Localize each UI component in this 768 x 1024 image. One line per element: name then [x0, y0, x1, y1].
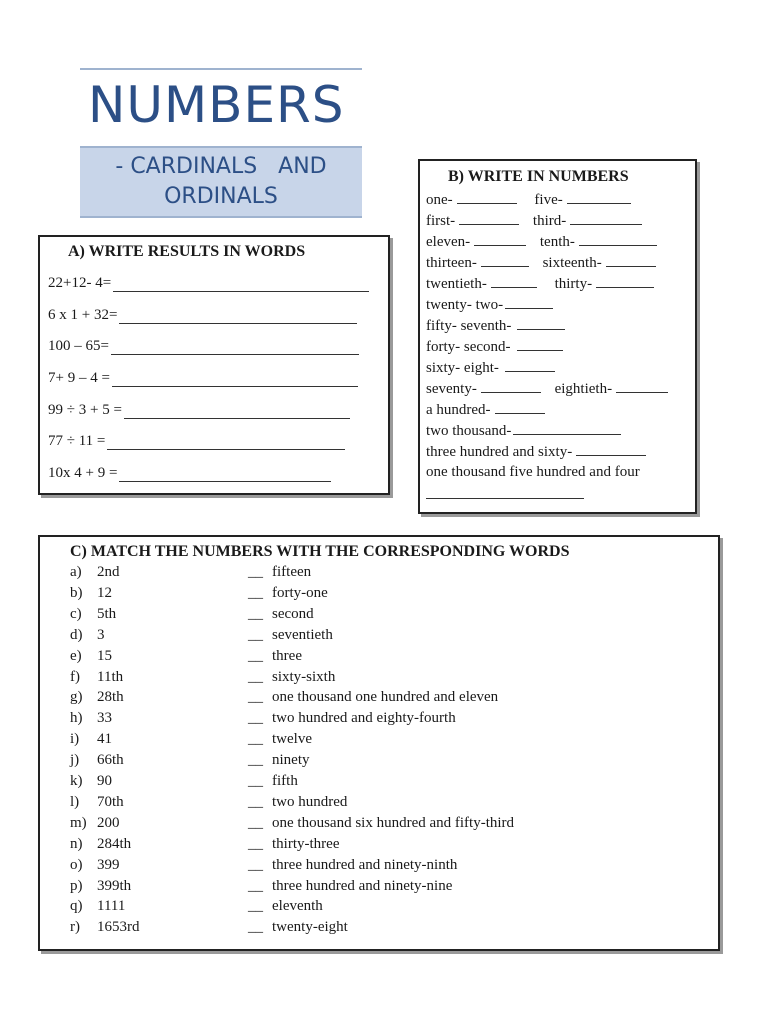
- word-prompt: first-: [426, 213, 456, 229]
- exercise-a-row: [48, 465, 331, 482]
- answer-blank[interactable]: [426, 486, 584, 499]
- answer-blank[interactable]: [495, 401, 545, 414]
- match-answer-blank[interactable]: __: [248, 856, 263, 873]
- match-letter: i): [70, 731, 80, 748]
- match-letter: l): [70, 793, 80, 810]
- match-number: 12: [97, 584, 112, 601]
- answer-blank[interactable]: [457, 191, 517, 204]
- match-letter: k): [70, 773, 83, 789]
- match-row: [40, 689, 718, 709]
- match-row: [40, 710, 718, 730]
- match-word: twenty-eight: [272, 919, 348, 936]
- exercise-b-line: [426, 212, 642, 230]
- match-number: 33: [97, 710, 112, 727]
- answer-blank[interactable]: [513, 422, 621, 435]
- word-prompt: thirteen-: [426, 255, 477, 271]
- match-row: [40, 669, 718, 689]
- answer-blank[interactable]: [517, 338, 563, 351]
- exercise-b-line: [426, 254, 656, 272]
- match-answer-blank[interactable]: __: [248, 752, 263, 769]
- answer-blank[interactable]: [596, 275, 654, 288]
- match-word: one thousand six hundred and fifty-third: [272, 814, 515, 831]
- match-word: seventieth: [272, 626, 333, 643]
- match-letter: q): [70, 898, 83, 915]
- exercise-b-line: [426, 233, 657, 251]
- match-number: 399th: [97, 877, 132, 894]
- exercise-a-expression: 99 ÷ 3 + 5 =: [48, 402, 122, 418]
- match-letter: h): [70, 710, 83, 727]
- word-prompt: forty- second-: [426, 339, 511, 355]
- answer-blank[interactable]: [459, 212, 519, 225]
- match-number: 11th: [97, 668, 124, 685]
- match-word: two hundred and eighty-fourth: [272, 710, 456, 727]
- match-answer-blank[interactable]: __: [248, 647, 263, 664]
- subtitle-line-2: ORDINALS: [164, 184, 278, 209]
- exercise-a-expression: 10x 4 + 9 =: [48, 465, 118, 481]
- exercise-b-line: [426, 191, 631, 209]
- exercise-a-expression: 77 ÷ 11 =: [48, 433, 106, 449]
- word-prompt: eleven-: [426, 234, 471, 250]
- match-word: sixty-sixth: [272, 668, 336, 685]
- answer-blank[interactable]: [579, 233, 657, 246]
- match-letter: o): [70, 856, 83, 873]
- match-letter: p): [70, 877, 83, 894]
- word-prompt: eightieth-: [554, 381, 613, 397]
- answer-blank[interactable]: [505, 359, 555, 372]
- match-word: twelve: [272, 731, 312, 748]
- match-row: [40, 752, 718, 772]
- exercise-b-line: [426, 422, 621, 440]
- answer-blank[interactable]: [107, 437, 345, 450]
- section-c-box: [38, 535, 720, 951]
- answer-blank[interactable]: [570, 212, 642, 225]
- match-row: [40, 898, 718, 918]
- word-prompt: sixty- eight-: [426, 360, 499, 376]
- match-row: [40, 564, 718, 584]
- word-prompt: seventy-: [426, 381, 477, 397]
- exercise-b-line: [426, 275, 654, 293]
- exercise-b-line: [426, 359, 555, 377]
- match-number: 28th: [97, 689, 124, 706]
- match-row: [40, 878, 718, 898]
- answer-blank[interactable]: [567, 191, 631, 204]
- answer-blank[interactable]: [517, 317, 565, 330]
- match-letter: b): [70, 584, 83, 601]
- section-a-box: [38, 235, 390, 495]
- match-number: 1653rd: [97, 919, 140, 936]
- header-rule: [80, 68, 362, 70]
- answer-blank[interactable]: [113, 279, 369, 292]
- word-prompt: thirty-: [554, 276, 593, 292]
- match-row: [40, 606, 718, 626]
- match-word: forty-one: [272, 584, 328, 601]
- answer-blank[interactable]: [491, 275, 537, 288]
- match-number: 66th: [97, 752, 124, 769]
- exercise-b-line: [426, 380, 668, 398]
- match-letter: n): [70, 835, 83, 852]
- match-answer-blank[interactable]: __: [248, 919, 263, 936]
- match-number: 3: [97, 626, 105, 643]
- match-number: 2nd: [97, 564, 120, 580]
- word-prompt: a hundred-: [426, 402, 491, 418]
- exercise-b-line: [426, 443, 646, 461]
- answer-blank[interactable]: [606, 254, 656, 267]
- answer-blank[interactable]: [474, 233, 526, 246]
- match-answer-blank[interactable]: __: [248, 898, 263, 915]
- match-answer-blank[interactable]: __: [248, 584, 263, 601]
- answer-blank[interactable]: [505, 296, 553, 309]
- match-letter: j): [70, 752, 80, 769]
- answer-blank[interactable]: [112, 374, 358, 387]
- exercise-a-row: [48, 433, 345, 450]
- exercise-a-row: [48, 402, 350, 419]
- word-prompt: five-: [534, 192, 563, 208]
- answer-blank[interactable]: [576, 443, 646, 456]
- answer-blank[interactable]: [481, 254, 529, 267]
- match-row: [40, 919, 718, 939]
- word-prompt: one-: [426, 192, 453, 208]
- page-title: NUMBERS: [88, 76, 345, 134]
- match-number: 5th: [97, 605, 117, 622]
- match-letter: m): [70, 814, 87, 831]
- word-prompt: two thousand-: [426, 423, 512, 439]
- match-word: three hundred and ninety-ninth: [272, 856, 458, 873]
- answer-blank[interactable]: [481, 380, 541, 393]
- match-number: 200: [97, 814, 120, 831]
- answer-blank[interactable]: [616, 380, 668, 393]
- answer-blank[interactable]: [119, 311, 357, 324]
- section-b-title: B) WRITE IN NUMBERS: [448, 168, 629, 185]
- match-row: [40, 627, 718, 647]
- match-word: thirty-three: [272, 835, 340, 852]
- match-answer-blank[interactable]: __: [248, 564, 263, 580]
- word-prompt: twenty- two-: [426, 297, 504, 313]
- match-word: two hundred: [272, 793, 348, 810]
- match-row: [40, 836, 718, 856]
- match-word: ninety: [272, 752, 310, 769]
- match-word: one thousand one hundred and eleven: [272, 689, 499, 706]
- match-letter: r): [70, 919, 80, 936]
- match-answer-blank[interactable]: __: [248, 668, 263, 685]
- match-answer-blank[interactable]: __: [248, 689, 263, 706]
- exercise-a-row: [48, 370, 358, 387]
- word-prompt: three hundred and sixty-: [426, 444, 573, 460]
- word-prompt: one thousand five hundred and four: [426, 464, 640, 480]
- match-word: second: [272, 605, 314, 622]
- match-answer-blank[interactable]: __: [248, 605, 263, 622]
- match-letter: a): [70, 564, 82, 580]
- exercise-b-line: [426, 486, 584, 504]
- match-row: [40, 773, 718, 793]
- match-answer-blank[interactable]: __: [248, 710, 263, 727]
- exercise-a-row: [48, 307, 357, 324]
- match-number: 41: [97, 731, 112, 748]
- match-letter: c): [70, 605, 82, 622]
- exercise-b-line: [426, 338, 563, 356]
- worksheet-header: [80, 68, 362, 218]
- word-prompt: fifty- seventh-: [426, 318, 512, 334]
- exercise-a-expression: 100 – 65=: [48, 338, 109, 354]
- match-word: three hundred and ninety-nine: [272, 877, 453, 894]
- match-answer-blank[interactable]: __: [248, 814, 263, 831]
- word-prompt: tenth-: [539, 234, 575, 250]
- match-row: [40, 731, 718, 751]
- word-prompt: twentieth-: [426, 276, 487, 292]
- match-answer-blank[interactable]: __: [248, 731, 263, 748]
- exercise-a-expression: 22+12- 4=: [48, 275, 112, 291]
- match-answer-blank[interactable]: __: [248, 626, 263, 643]
- exercise-b-line: [426, 464, 640, 481]
- match-word: eleventh: [272, 898, 323, 915]
- section-b-box: [418, 159, 697, 514]
- match-row: [40, 794, 718, 814]
- match-number: 70th: [97, 793, 124, 810]
- exercise-a-expression: 6 x 1 + 32=: [48, 307, 118, 323]
- exercise-b-line: [426, 401, 545, 419]
- answer-blank[interactable]: [124, 406, 350, 419]
- match-letter: d): [70, 626, 83, 643]
- match-answer-blank[interactable]: __: [248, 877, 263, 894]
- section-c-title: C) MATCH THE NUMBERS WITH THE CORRESPONDING WORDS: [70, 543, 570, 560]
- match-row: [40, 585, 718, 605]
- match-row: [40, 857, 718, 877]
- exercise-b-line: [426, 317, 565, 335]
- match-answer-blank[interactable]: __: [248, 773, 263, 789]
- match-letter: f): [70, 668, 80, 685]
- match-word: three: [272, 647, 302, 664]
- match-number: 15: [97, 647, 112, 664]
- match-letter: e): [70, 647, 82, 664]
- match-word: fifth: [272, 773, 298, 789]
- match-row: [40, 815, 718, 835]
- answer-blank[interactable]: [119, 469, 331, 482]
- exercise-a-row: [48, 275, 369, 292]
- exercise-a-expression: 7+ 9 – 4 =: [48, 370, 110, 386]
- match-word: fifteen: [272, 564, 312, 580]
- answer-blank[interactable]: [111, 342, 359, 355]
- match-number: 1111: [97, 898, 126, 915]
- exercise-b-line: [426, 296, 553, 314]
- match-number: 284th: [97, 835, 132, 852]
- word-prompt: third-: [532, 213, 567, 229]
- subtitle-box: [80, 146, 362, 218]
- section-a-title: A) WRITE RESULTS IN WORDS: [68, 243, 306, 260]
- match-answer-blank[interactable]: __: [248, 793, 263, 810]
- match-number: 399: [97, 856, 120, 873]
- exercise-a-row: [48, 338, 359, 355]
- word-prompt: sixteenth-: [542, 255, 602, 271]
- match-number: 90: [97, 773, 112, 789]
- subtitle-line-1: - CARDINALS AND: [115, 154, 327, 179]
- match-letter: g): [70, 689, 83, 706]
- match-row: [40, 648, 718, 668]
- match-answer-blank[interactable]: __: [248, 835, 263, 852]
